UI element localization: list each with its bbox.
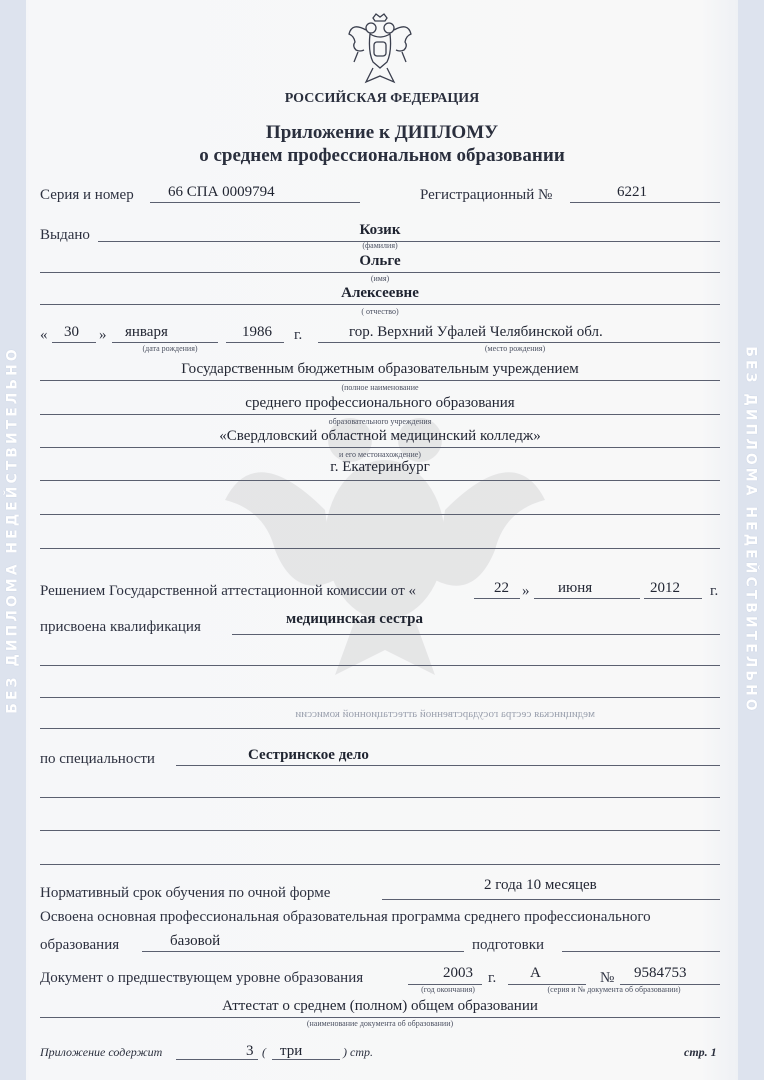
birth-month: января <box>125 324 168 340</box>
patronymic-caption: ( отчество) <box>361 307 399 316</box>
issued-label: Выдано <box>40 227 90 243</box>
prev-doc-series: А <box>530 965 541 981</box>
footer-pages-word: три <box>280 1043 303 1059</box>
study-term-value: 2 года 10 месяцев <box>484 877 597 893</box>
name-caption: (имя) <box>370 274 390 283</box>
mirrored-offset-text: медицинская сестра государственной аттестационной комиссии <box>295 708 595 720</box>
commission-year-underline <box>644 598 702 599</box>
prev-doc-year-caption: (год окончания) <box>421 985 475 994</box>
institution-line1: Государственным бюджетным образовательным учреждением <box>181 361 579 377</box>
right-band-text: БЕЗ ДИПЛОМА НЕДЕЙСТВИТЕЛЬНО <box>743 346 759 714</box>
program-level: базовой <box>170 933 221 949</box>
commission-text: Решением Государственной аттестационной комиссии от « <box>40 583 417 599</box>
birth-year: 1986 <box>242 324 272 340</box>
series-underline <box>150 202 360 203</box>
footer-close-label: ) стр. <box>343 1045 373 1059</box>
institution-caption2: образовательного учреждения <box>328 417 432 426</box>
qualification-value: медицинская сестра <box>286 611 424 627</box>
left-band-text: БЕЗ ДИПЛОМА НЕДЕЙСТВИТЕЛЬНО <box>5 346 21 714</box>
prev-doc-name-underline <box>40 1017 720 1018</box>
patronymic-value: Алексеевне <box>341 285 419 301</box>
blank-underline1 <box>40 514 720 515</box>
commission-day-underline <box>474 598 520 599</box>
series-value: 66 СПА 0009794 <box>168 184 275 200</box>
footer-pages-num: 3 <box>246 1043 254 1059</box>
institution-underline1 <box>40 380 720 381</box>
document-title-line1: Приложение к ДИПЛОМУ <box>265 122 499 143</box>
program-suffix-underline <box>562 951 720 952</box>
qualification-underline <box>232 634 720 635</box>
birth-open-quote: « <box>40 327 48 343</box>
institution-line3: «Свердловский областной медицинский колледж» <box>219 428 541 444</box>
specialty-value: Сестринское дело <box>248 747 369 763</box>
study-term-label: Нормативный срок обучения по очной форме <box>40 885 331 901</box>
birth-place-underline <box>318 342 720 343</box>
qualification-blank2 <box>40 697 720 698</box>
commission-month: июня <box>558 580 593 596</box>
specialty-blank2 <box>40 830 720 831</box>
qualification-blank1 <box>40 665 720 666</box>
registration-value: 6221 <box>617 184 647 200</box>
birth-year-suffix: г. <box>294 327 303 343</box>
prev-doc-no-label: № <box>600 970 615 986</box>
specialty-label: по специальности <box>40 751 155 767</box>
registration-underline <box>570 202 720 203</box>
institution-underline3 <box>40 447 720 448</box>
footer-contains-label: Приложение содержит <box>40 1045 163 1059</box>
coat-of-arms-icon <box>346 12 414 88</box>
registration-label: Регистрационный № <box>420 187 553 203</box>
institution-caption1: (полное наименование <box>341 383 419 392</box>
program-level-underline <box>142 951 464 952</box>
prev-doc-year-suffix: г. <box>488 970 497 986</box>
birth-month-underline <box>112 342 218 343</box>
qualification-label: присвоена квалификация <box>40 619 201 635</box>
birth-year-underline <box>226 342 284 343</box>
commission-day: 22 <box>494 580 509 596</box>
program-line1: Освоена основная профессиональная образовательная программа среднего профессионального <box>40 909 651 925</box>
patronymic-underline <box>40 304 720 305</box>
institution-caption3: и его местонахождение) <box>339 450 421 459</box>
prev-doc-year: 2003 <box>443 965 473 981</box>
specialty-underline <box>176 765 720 766</box>
commission-year: 2012 <box>650 580 680 596</box>
prev-doc-label: Документ о предшествующем уровне образования <box>40 970 364 986</box>
name-underline <box>40 272 720 273</box>
study-term-underline <box>382 899 720 900</box>
institution-underline2 <box>40 414 720 415</box>
commission-month-underline <box>534 598 640 599</box>
country-heading: РОССИЙСКАЯ ФЕДЕРАЦИЯ <box>284 91 480 106</box>
institution-line4: г. Екатеринбург <box>330 459 430 475</box>
commission-close-quote: » <box>522 583 530 599</box>
name-value: Ольге <box>359 253 401 269</box>
document-title-line2: о среднем профессиональном образовании <box>199 145 565 166</box>
footer-open-paren: ( <box>262 1045 266 1059</box>
blank-underline2 <box>40 548 720 549</box>
page-number: стр. 1 <box>684 1045 717 1059</box>
surname-value: Козик <box>359 222 401 238</box>
series-label: Серия и номер <box>40 187 134 203</box>
institution-line2: среднего профессионального образования <box>245 395 515 411</box>
birth-close-quote: » <box>99 327 107 343</box>
program-prefix: образования <box>40 937 120 953</box>
prev-doc-name: Аттестат о среднем (полном) общем образовании <box>222 998 538 1014</box>
qualification-blank3 <box>40 728 720 729</box>
birth-day-underline <box>52 342 96 343</box>
commission-year-suffix: г. <box>710 583 719 599</box>
birth-day: 30 <box>64 324 79 340</box>
birth-place: гор. Верхний Уфалей Челябинской обл. <box>349 324 603 340</box>
footer-pages-word-underline <box>272 1059 340 1060</box>
birth-date-caption: (дата рождения) <box>142 344 198 353</box>
specialty-blank3 <box>40 864 720 865</box>
prev-doc-series-caption: (серия и № документа об образовании) <box>547 985 681 994</box>
institution-underline4 <box>40 480 720 481</box>
footer-pages-num-underline <box>176 1059 258 1060</box>
birth-place-caption: (место рождения) <box>484 344 546 353</box>
surname-caption: (фамилия) <box>362 241 398 250</box>
specialty-blank1 <box>40 797 720 798</box>
prev-doc-number: 9584753 <box>634 965 687 981</box>
program-suffix: подготовки <box>472 937 545 953</box>
prev-doc-name-caption: (наименование документа об образовании) <box>306 1019 454 1028</box>
